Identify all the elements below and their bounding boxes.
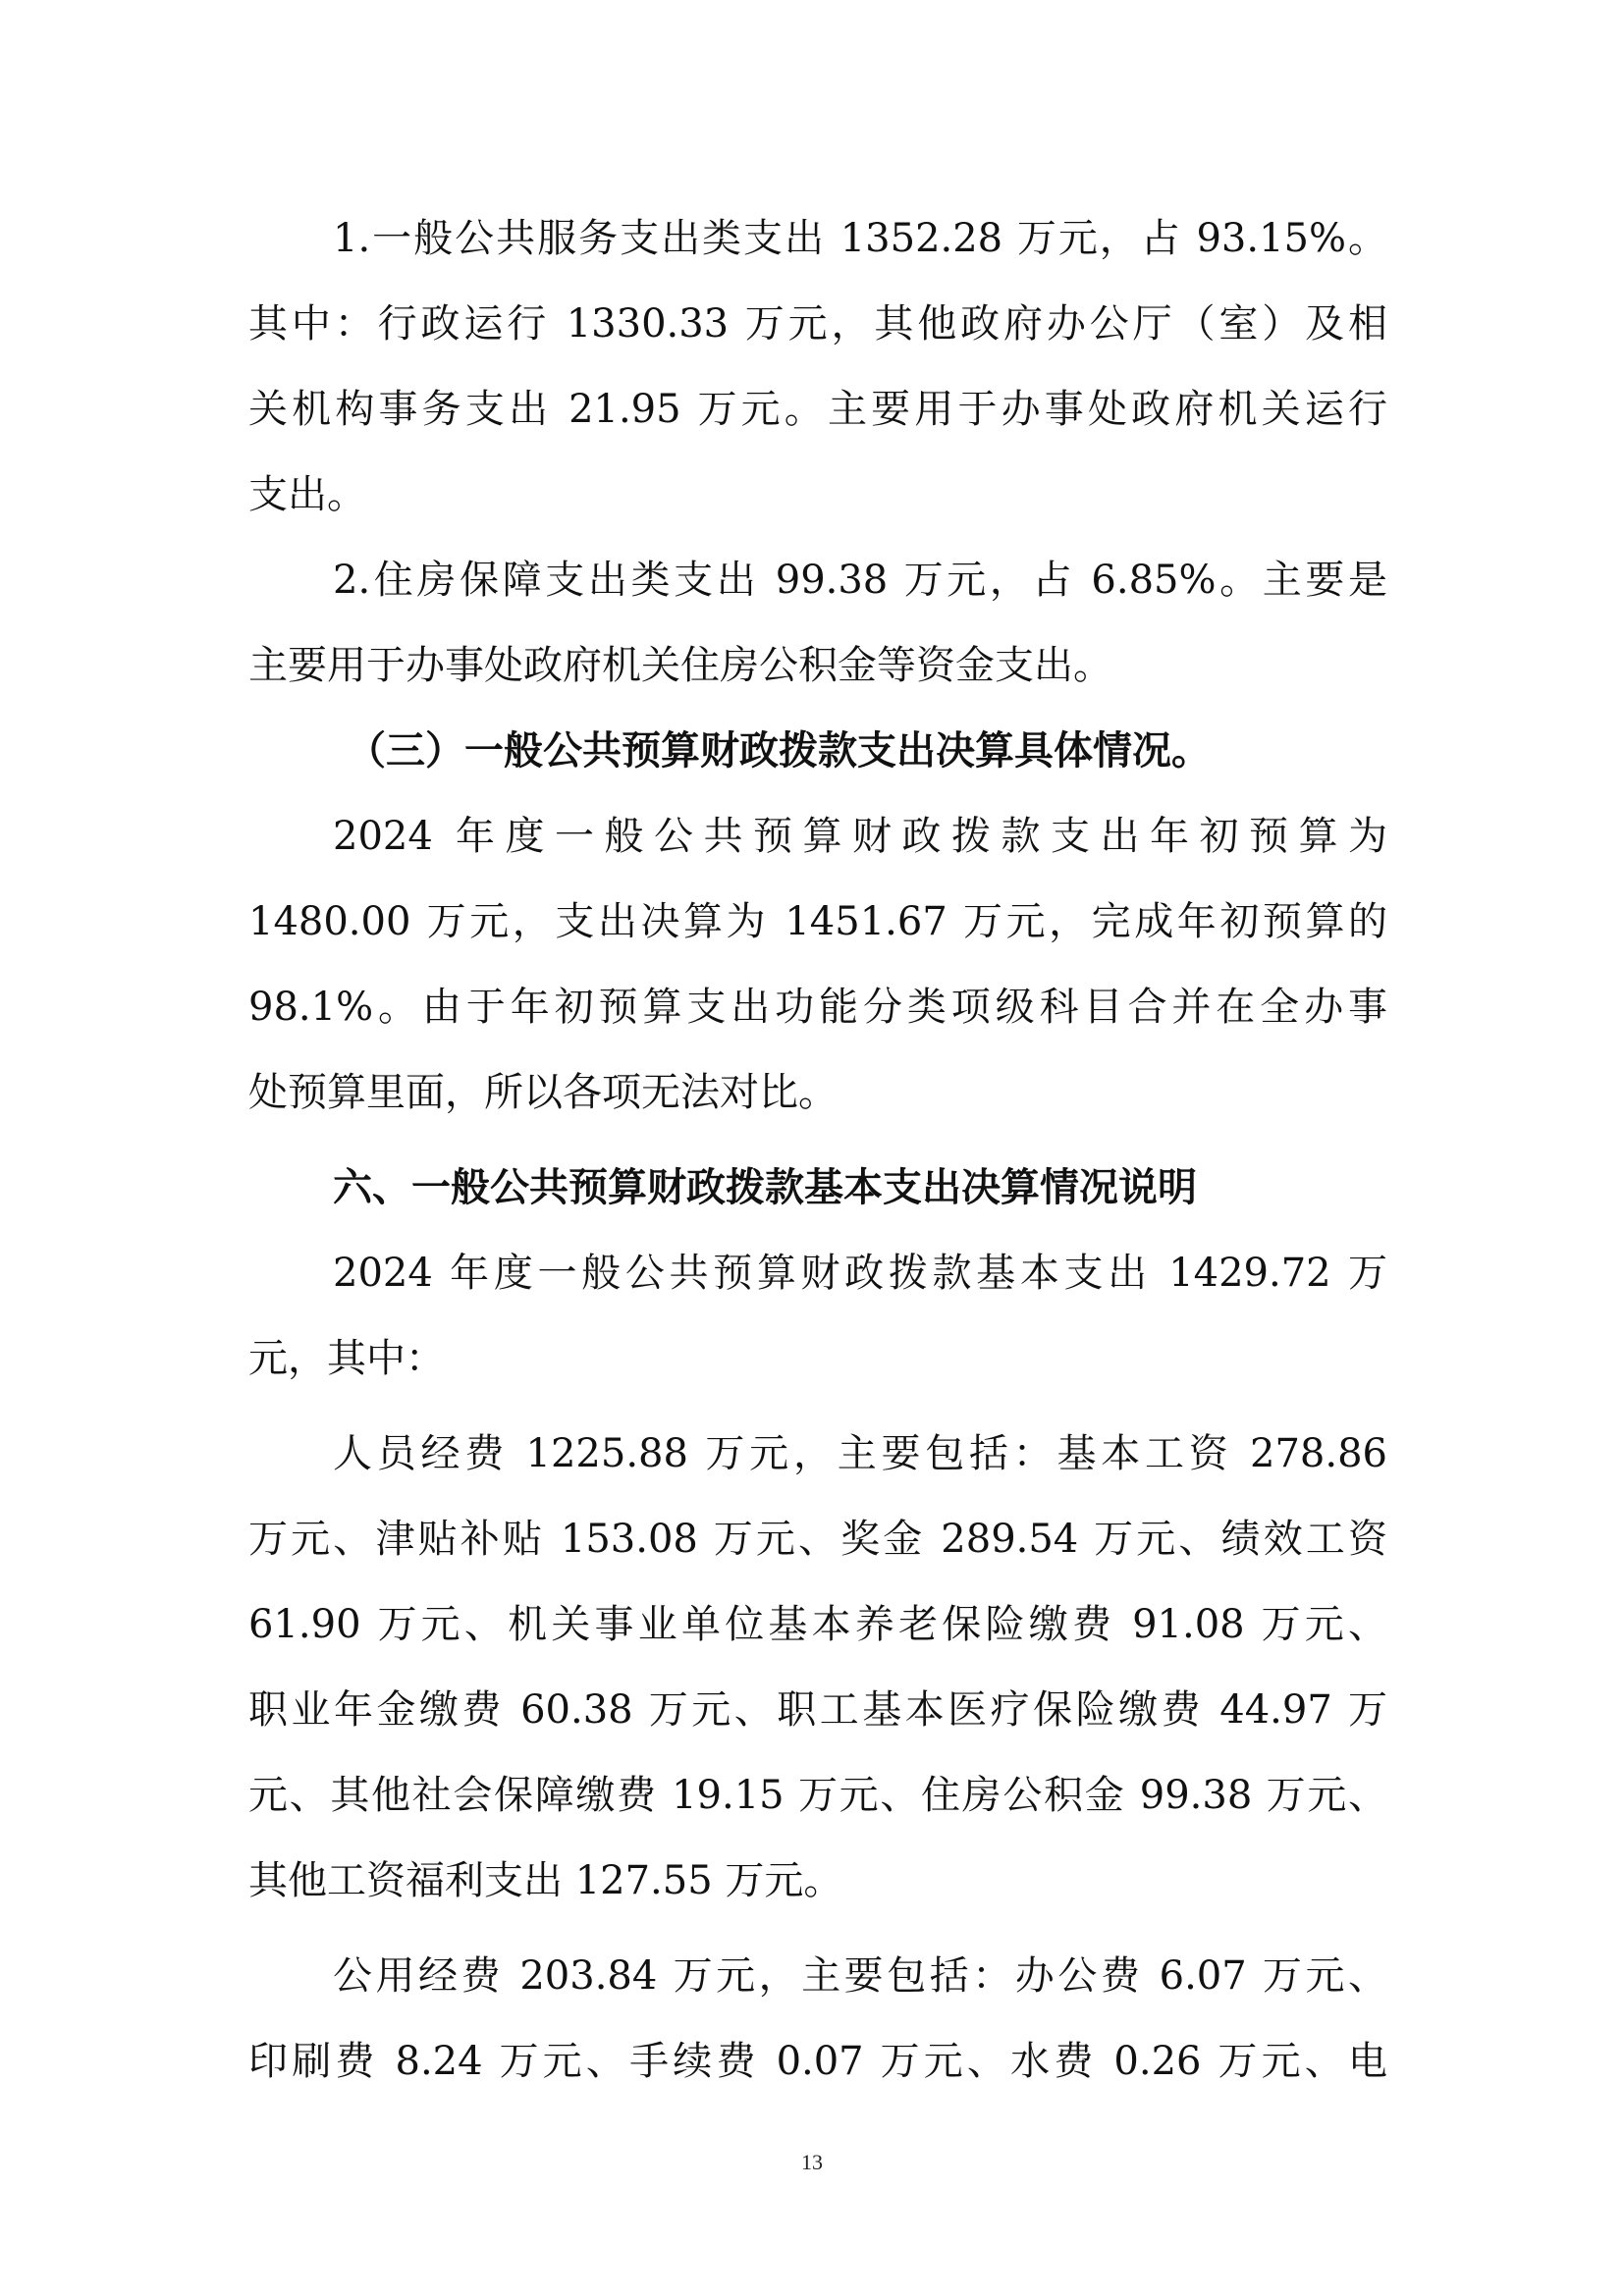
paragraph-personnel-expenses [248,1412,1387,1924]
paragraph-budget-execution [248,794,1387,1136]
text-line: 1.一般公共服务支出类支出 1352.28 万元，占 93.15%。 [333,216,1387,261]
text-line: 关机构事务支出 21.95 万元。主要用于办事处政府机关运行 [248,387,1387,432]
text-line: 98.1%。由于年初预算支出功能分类项级科目合并在全办事 [248,985,1387,1030]
text-line: 其他工资福利支出 127.55 万元。 [248,1858,843,1903]
paragraph-public-expenses [248,1934,1387,2105]
text-line: 元，其中： [248,1336,445,1381]
section-heading-3: （三）一般公共预算财政拨款支出决算具体情况。 [347,728,1211,774]
text-line: 处预算里面，所以各项无法对比。 [248,1070,838,1115]
page-number: 13 [801,2150,823,2174]
section-heading-6: 六、一般公共预算财政拨款基本支出决算情况说明 [333,1165,1197,1210]
paragraph-basic-expenditure [248,1231,1387,1402]
text-line: 2024 年度一般公共预算财政拨款基本支出 1429.72 万 [333,1251,1387,1296]
text-line: 其中：行政运行 1330.33 万元，其他政府办公厅（室）及相 [248,301,1387,347]
text-line: 主要用于办事处政府机关住房公积金等资金支出。 [248,643,1112,688]
text-line: 支出。 [248,472,366,517]
text-line: 印刷费 8.24 万元、手续费 0.07 万元、水费 0.26 万元、电 [248,2039,1387,2084]
paragraph-housing-security [248,538,1387,709]
text-line: 万元、津贴补贴 153.08 万元、奖金 289.54 万元、绩效工资 [248,1517,1387,1562]
text-line: 2024 年度一般公共预算财政拨款支出年初预算为 [333,814,1387,859]
document-body [248,196,1387,2105]
text-line: 61.90 万元、机关事业单位基本养老保险缴费 91.08 万元、 [248,1602,1387,1647]
text-line: 2.住房保障支出类支出 99.38 万元，占 6.85%。主要是 [333,558,1387,603]
text-line: 1480.00 万元，支出决算为 1451.67 万元，完成年初预算的 [248,899,1387,944]
text-line: 职业年金缴费 60.38 万元、职工基本医疗保险缴费 44.97 万 [248,1687,1387,1733]
text-line: 元、其他社会保障缴费 19.15 万元、住房公积金 99.38 万元、 [248,1773,1387,1818]
text-line: 人员经费 1225.88 万元，主要包括：基本工资 278.86 [333,1431,1387,1476]
paragraph-general-public-services [248,196,1387,538]
text-line: 公用经费 203.84 万元，主要包括：办公费 6.07 万元、 [333,1953,1387,1999]
